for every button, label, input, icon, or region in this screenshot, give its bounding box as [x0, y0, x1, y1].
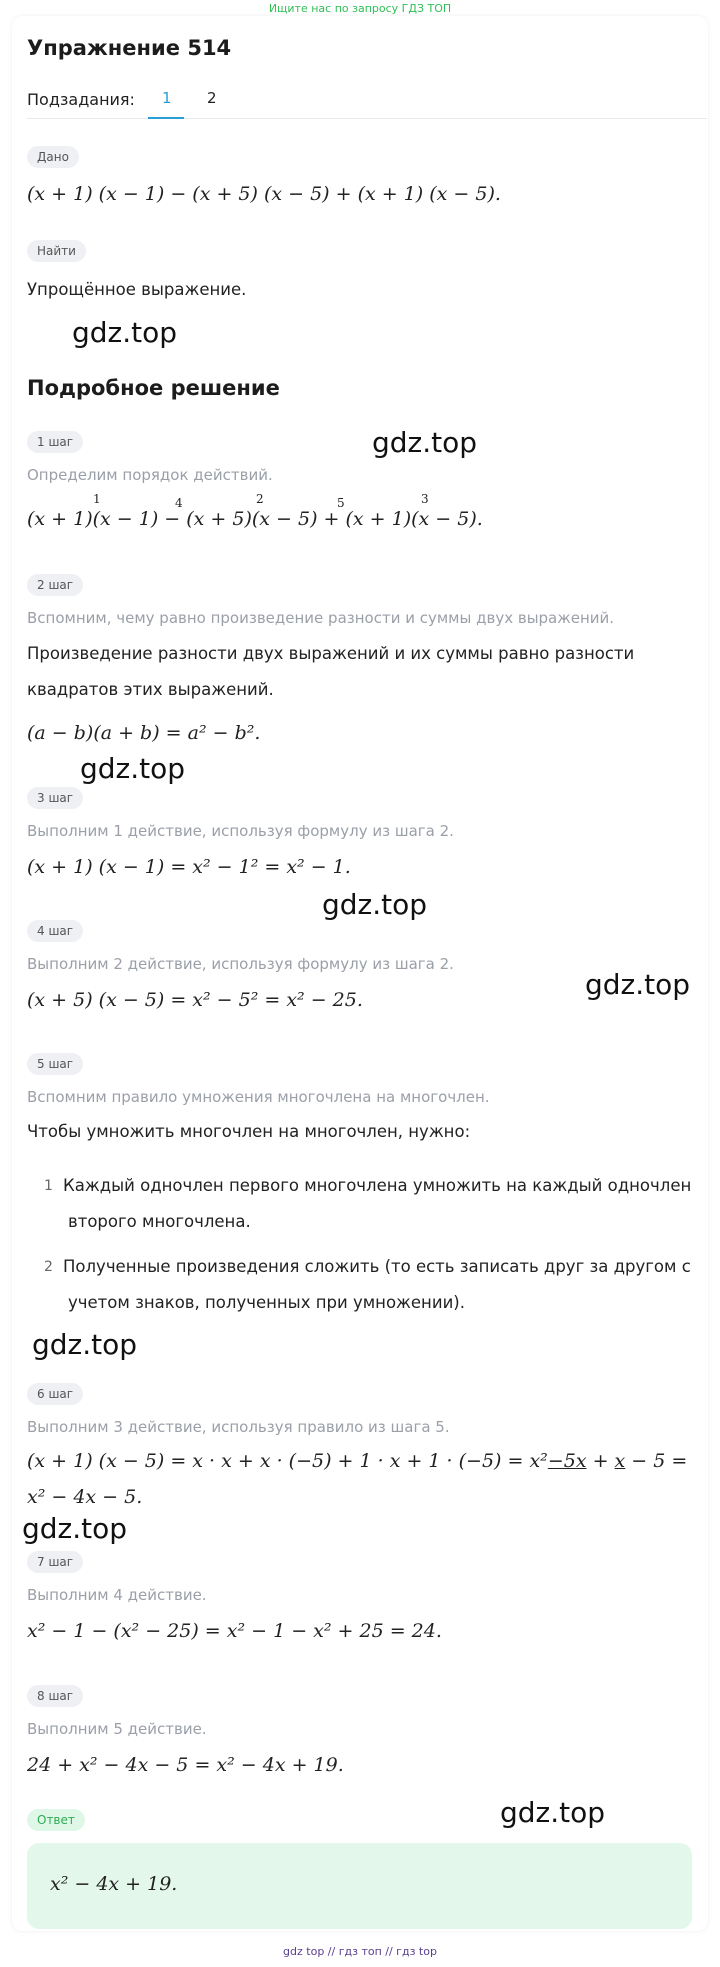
- action-order-label: 2: [256, 492, 264, 506]
- step-description: Вспомним, чему равно произведение разности и суммы двух выражений.: [27, 609, 615, 627]
- given-expression: (x + 1) (x − 1) − (x + 5) (x − 5) + (x + 1) (x − 5).: [27, 183, 501, 205]
- list-item-text: Полученные произведения сложить (то есть записать друг за другом с: [63, 1257, 691, 1276]
- expression-part: +: [586, 1450, 615, 1472]
- watermark: gdz.top: [322, 888, 428, 921]
- step-description: Определим порядок действий.: [27, 466, 273, 484]
- footer-links[interactable]: gdz top // гдз топ // гдз top: [283, 1945, 437, 1958]
- watermark: gdz.top: [585, 968, 691, 1001]
- step-expression: (a − b)(a + b) = a² − b².: [27, 722, 261, 744]
- step-pill: 1 шаг: [27, 431, 83, 453]
- watermark: gdz.top: [22, 1512, 128, 1545]
- action-order-label: 4: [175, 496, 183, 510]
- solution-title: Подробное решение: [27, 376, 280, 400]
- top-banner[interactable]: Ищите нас по запросу ГДЗ ТОП: [268, 2, 452, 15]
- step-expression: (x + 5) (x − 5) = x² − 5² = x² − 25.: [27, 989, 363, 1011]
- watermark: gdz.top: [372, 426, 478, 459]
- find-pill: Найти: [27, 240, 86, 262]
- step-description: Выполним 2 действие, используя формулу из шага 2.: [27, 955, 454, 973]
- tabs-divider: [27, 118, 707, 119]
- step-description: Выполним 1 действие, используя формулу из шага 2.: [27, 822, 454, 840]
- step-pill: 4 шаг: [27, 920, 83, 942]
- watermark: gdz.top: [32, 1328, 138, 1361]
- step-expression: [27, 1450, 687, 1472]
- step-pill: 6 шаг: [27, 1383, 83, 1405]
- underlined-term: x: [614, 1450, 626, 1472]
- step-pill: 3 шаг: [27, 787, 83, 809]
- step-expression: x² − 4x − 5.: [27, 1486, 143, 1508]
- page-title: Упражнение 514: [27, 36, 232, 60]
- expression-part: (x + 1) (x − 5) = x · x + x · (−5) + 1 · x + 1 · (−5) = x²: [27, 1450, 548, 1472]
- step-pill: 7 шаг: [27, 1551, 83, 1573]
- list-item-text: второго многочлена.: [68, 1212, 251, 1231]
- list-item-text: учетом знаков, полученных при умножении).: [68, 1293, 465, 1312]
- step-text: Произведение разности двух выражений и их суммы равно разности: [27, 644, 635, 663]
- answer-pill: Ответ: [27, 1809, 85, 1831]
- watermark: gdz.top: [500, 1796, 606, 1829]
- step-pill: 2 шаг: [27, 574, 83, 596]
- expression-part: − 5 =: [625, 1450, 688, 1472]
- list-item-text: Каждый одночлен первого многочлена умножить на каждый одночлен: [63, 1176, 692, 1195]
- step-description: Выполним 3 действие, используя правило из шага 5.: [27, 1418, 450, 1436]
- step-text: квадратов этих выражений.: [27, 680, 274, 699]
- step-description: Выполним 5 действие.: [27, 1720, 207, 1738]
- list-item-number: 2: [44, 1259, 53, 1275]
- step-description: Вспомним правило умножения многочлена на многочлен.: [27, 1088, 490, 1106]
- underlined-term: −5x: [547, 1450, 587, 1472]
- action-order-label: 1: [93, 492, 101, 506]
- answer-expression: x² − 4x + 19.: [50, 1873, 178, 1895]
- step-text: Чтобы умножить многочлен на многочлен, нужно:: [27, 1122, 471, 1141]
- action-order-label: 5: [337, 496, 345, 510]
- step-expression: (x + 1)(x − 1) − (x + 5)(x − 5) + (x + 1)(x − 5).: [27, 508, 483, 530]
- step-description: Выполним 4 действие.: [27, 1586, 207, 1604]
- step-pill: 8 шаг: [27, 1685, 83, 1707]
- list-item-number: 1: [44, 1178, 53, 1194]
- watermark: gdz.top: [80, 752, 186, 785]
- subtasks-label: Подзадания:: [27, 90, 135, 109]
- given-pill: Дано: [27, 146, 79, 168]
- step-expression: 24 + x² − 4x − 5 = x² − 4x + 19.: [27, 1754, 344, 1776]
- step-expression: (x + 1) (x − 1) = x² − 1² = x² − 1.: [27, 856, 351, 878]
- find-text: Упрощённое выражение.: [27, 280, 247, 299]
- step-pill: 5 шаг: [27, 1053, 83, 1075]
- tab-active-indicator: [148, 117, 184, 119]
- tab-subtask-1[interactable]: 1: [162, 89, 172, 107]
- tab-subtask-2[interactable]: 2: [207, 89, 217, 107]
- watermark: gdz.top: [72, 316, 178, 349]
- step-expression: x² − 1 − (x² − 25) = x² − 1 − x² + 25 = 24.: [27, 1620, 442, 1642]
- action-order-label: 3: [421, 492, 429, 506]
